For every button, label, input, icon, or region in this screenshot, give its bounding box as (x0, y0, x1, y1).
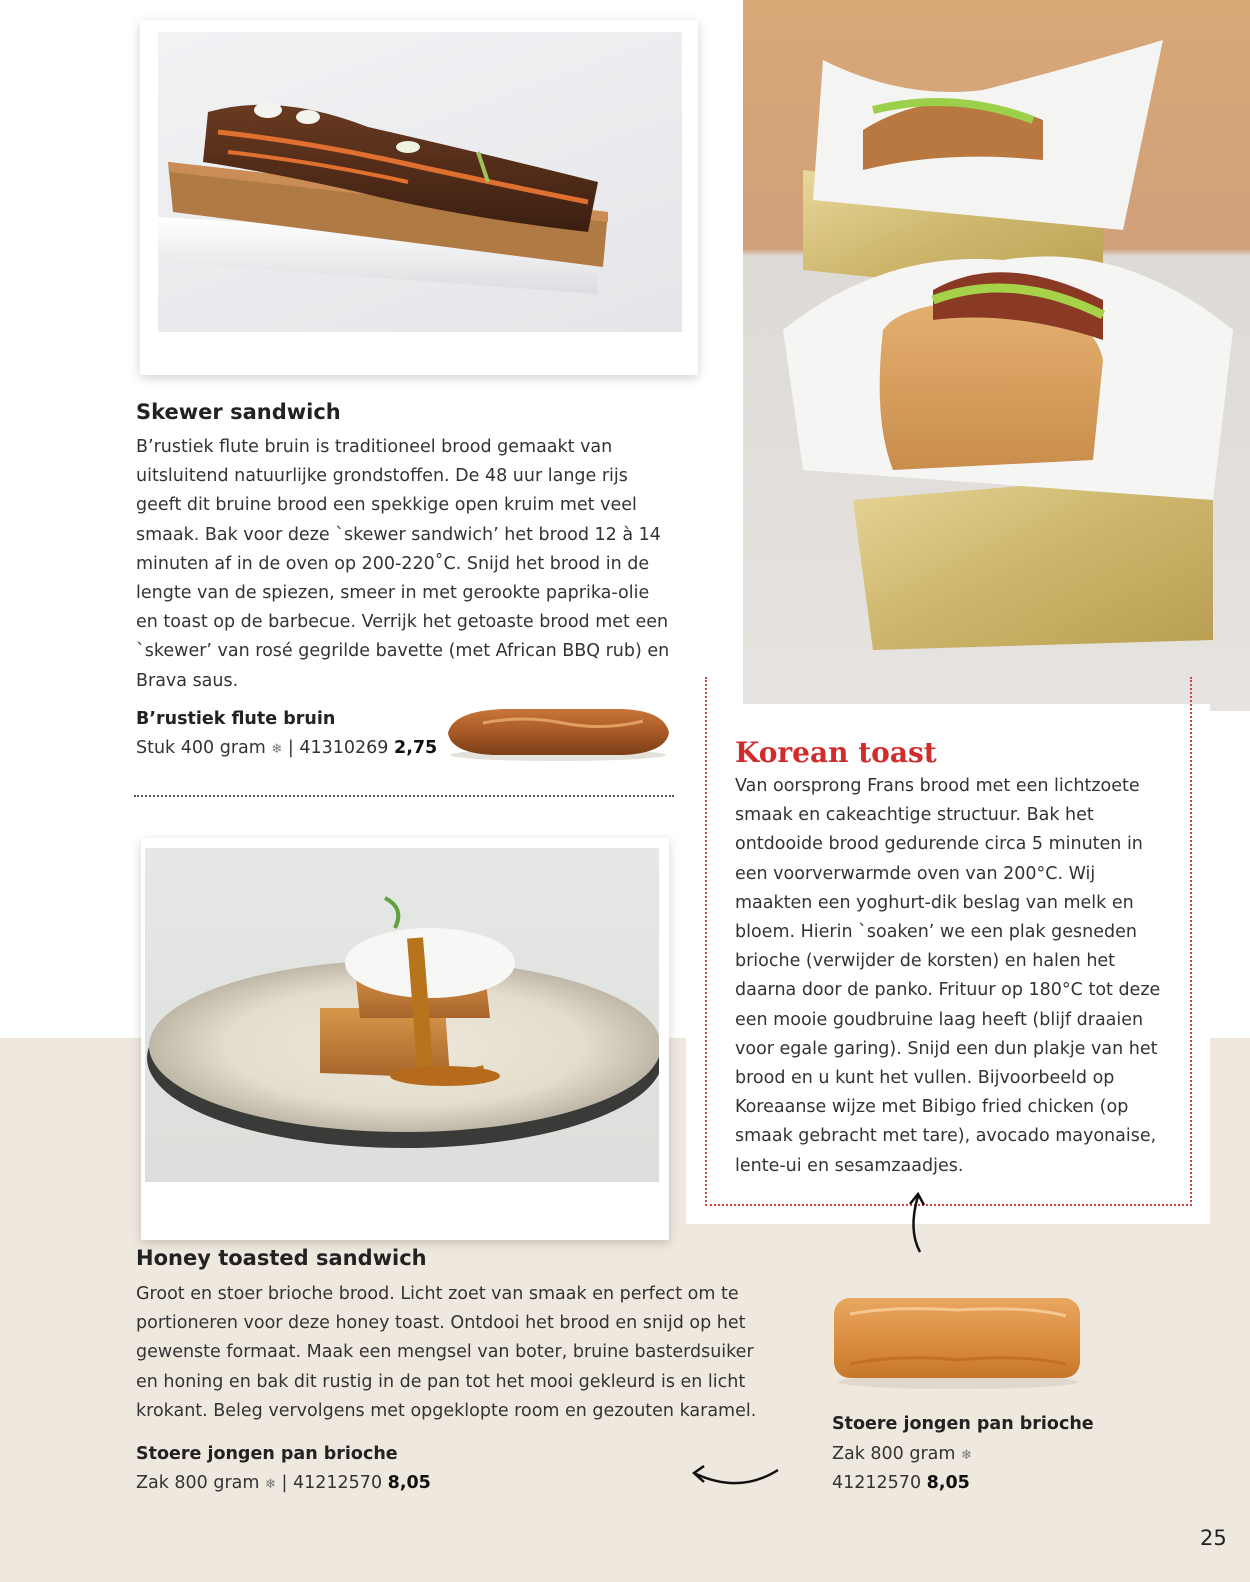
separator: | (287, 738, 294, 758)
korean-toast-image (743, 0, 1250, 711)
skewer-article-number: 41310269 (299, 738, 389, 758)
frozen-icon: ❄ (271, 742, 283, 757)
korean-body: Van oorsprong Frans brood met een lichtzoete smaak en cakeachtige structuur. Bak het ontdooide brood gedurende circa 5 minuten in een voorverwarmde oven van 200°C. Wij maakten een yoghurt-dik beslag van melk en bloem. Hierin `soaken’ we een plak gesneden brioche (verwijder de korsten) en halen het daarna door de panko. Frituur op 180°C tot deze een mooie goudbruine laag heeft (blijf draaien voor egale garing). Snijd een dun plakje van het brood en u kunt het vullen. Bijvoorbeeld op Koreaanse wijze met Bibigo fried chicken (op smaak gebracht met tare), avocado mayonaise, lente-ui en sesamzaadjes. (735, 776, 1161, 1176)
brioche-product-name: Stoere jongen pan brioche (832, 1414, 1094, 1434)
skewer-body: B’rustiek flute bruin is traditioneel brood gemaakt van uitsluitend natuurlijke grondstoffen. De 48 uur lange rijs geeft dit bruine brood een spekkige open kruim met veel smaak. Bak voor deze `skewer sandwich’ het brood 12 à 14 minuten af in de oven op 200-220˚C. Snijd het brood in de lengte van de spiezen, smeer in met gerookte paprika-olie en toast op de barbecue. Verrijk het getoaste brood met een `skewer’ van rosé gegrilde bavette (met African BBQ rub) en Brava saus. (136, 437, 670, 691)
brioche-bread-image (830, 1294, 1090, 1394)
honey-article-number: 41212570 (293, 1473, 383, 1493)
skewer-photo (140, 20, 698, 375)
brioche-product-price-line (832, 1473, 970, 1493)
skewer-price: 2,75 (394, 738, 438, 758)
honey-toast-photo (141, 838, 669, 1240)
brioche-price: 8,05 (926, 1473, 970, 1493)
honey-product-unit: Zak 800 gram (136, 1473, 260, 1493)
honey-body: Groot en stoer brioche brood. Licht zoet van smaak en perfect om te portioneren voor deze honey toast. Ontdooi het brood en snijd op het gewenste formaat. Maak een mengsel van boter, bruine basterdsuiker en honing en bak dit rustig in de pan tot het mooi gekleurd is en licht krokant. Beleg vervolgens met opgeklopte room en gezouten karamel. (136, 1284, 757, 1421)
korean-toast-photo (743, 0, 1250, 711)
skewer-divider (134, 795, 674, 797)
brioche-product-unit-line (832, 1444, 972, 1464)
flute-bread-image (443, 703, 673, 763)
arrow-up-icon (900, 1190, 940, 1255)
skewer-sandwich-image (158, 32, 682, 332)
page-number: 25 (1200, 1526, 1227, 1550)
skewer-product-unit: Stuk 400 gram (136, 738, 266, 758)
skewer-title: Skewer sandwich (136, 400, 341, 424)
separator: | (281, 1473, 288, 1493)
honey-price: 8,05 (387, 1473, 431, 1493)
arrow-left-icon (690, 1458, 785, 1498)
korean-title: Korean toast (735, 736, 937, 769)
honey-product-name: Stoere jongen pan brioche (136, 1444, 398, 1464)
frozen-icon: ❄ (265, 1477, 276, 1492)
honey-product-details (136, 1473, 431, 1493)
brioche-product-unit: Zak 800 gram (832, 1444, 956, 1464)
frozen-icon: ❄ (961, 1448, 972, 1463)
honey-title: Honey toasted sandwich (136, 1246, 427, 1270)
honey-toast-image (145, 848, 659, 1182)
brioche-article-number: 41212570 (832, 1473, 922, 1493)
skewer-product-details (136, 738, 437, 758)
skewer-product-name: B’rustiek flute bruin (136, 709, 336, 729)
